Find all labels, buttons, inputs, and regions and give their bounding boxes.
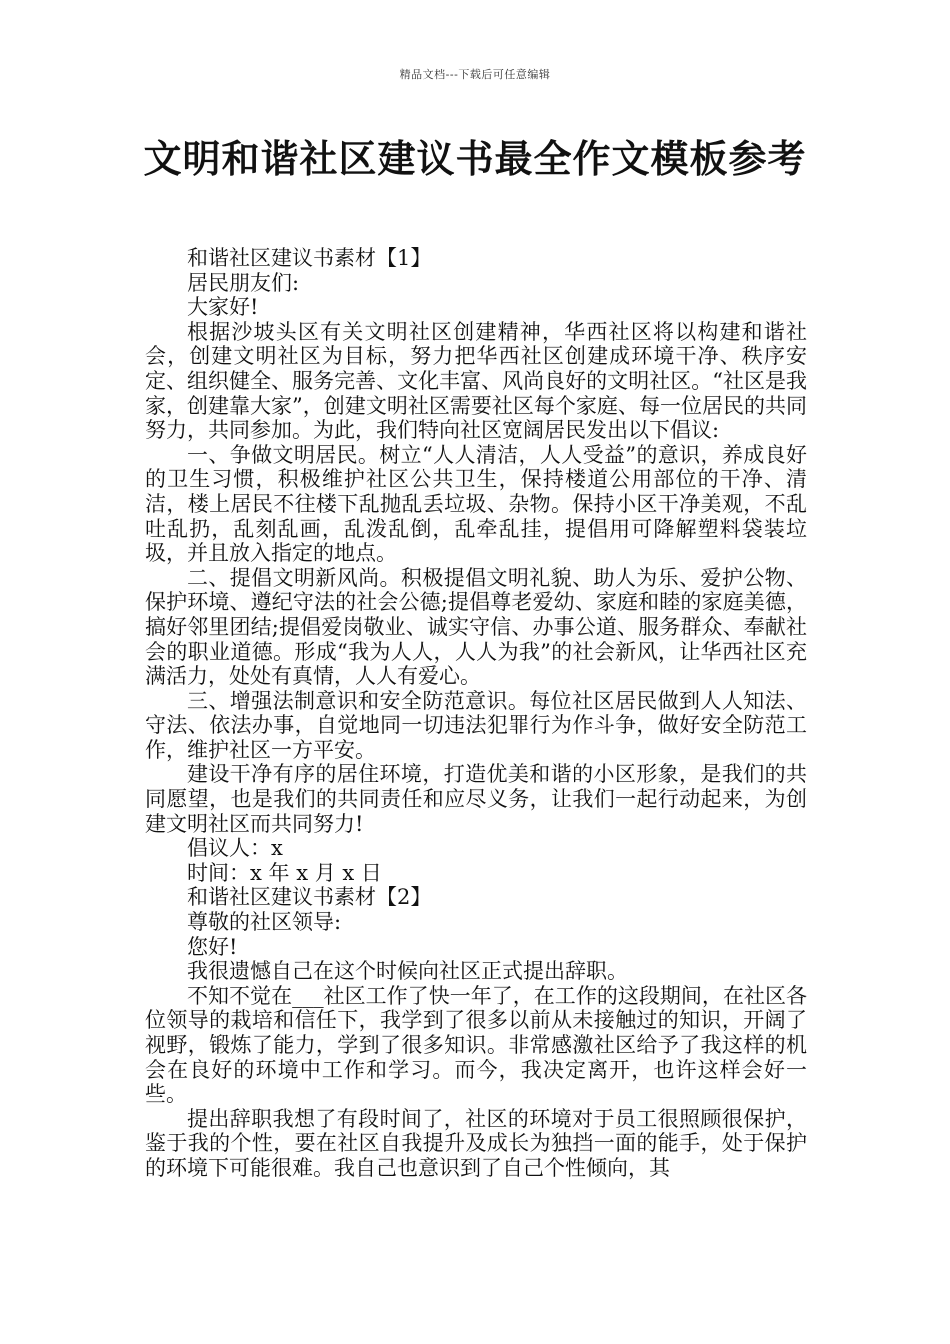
body-paragraph: 三、增强法制意识和安全防范意识。每位社区居民做到人人知法、守法、依法办事，自觉地同一切违法犯罪行为作斗争，做好安全防范工作，维护社区一方平安。 xyxy=(145,688,807,762)
body-paragraph: 提出辞职我想了有段时间了，社区的环境对于员工很照顾很保护，鉴于我的个性，要在社区自我提升及成长为独挡一面的能手，处于保护的环境下可能很难。我自己也意识到了自己个性倾向，其 xyxy=(145,1106,807,1180)
salutation: 居民朋友们: xyxy=(187,270,300,295)
signer-line: 倡议人：x xyxy=(187,836,283,861)
body-paragraph: 不知不觉在___社区工作了快一年了，在工作的这段期间，在社区各位领导的栽培和信任下，我学到了很多以前从未接触过的知识，开阔了视野，锻炼了能力，学到了很多知识。非常感激社区给予了我这样的机会在良好的环境中工作和学习。而今，我决定离开，也许这样会好一些。 xyxy=(145,983,807,1107)
salutation: 尊敬的社区领导: xyxy=(187,910,342,935)
greeting: 您好! xyxy=(187,934,238,959)
body-paragraph: 一、争做文明居民。树立“人人清洁，人人受益”的意识，养成良好的卫生习惯，积极维护社区公共卫生，保持楼道公用部位的干净、清洁，楼上居民不往楼下乱抛乱丢垃圾、杂物。保持小区干净美观，不乱吐乱扔，乱刻乱画，乱泼乱倒，乱牵乱挂，提倡用可降解塑料袋装垃圾，并且放入指定的地点。 xyxy=(145,442,807,566)
document-title: 文明和谐社区建议书最全作文模板参考 xyxy=(143,137,807,181)
body-paragraph: 建设干净有序的居住环境，打造优美和谐的小区形象，是我们的共同愿望，也是我们的共同责任和应尽义务，让我们一起行动起来，为创建文明社区而共同努力! xyxy=(145,762,807,836)
section-heading-2: 和谐社区建议书素材【2】 xyxy=(187,885,432,910)
body-paragraph: 二、提倡文明新风尚。积极提倡文明礼貌、助人为乐、爱护公物、保护环境、遵纪守法的社会公德;提倡尊老爱幼、家庭和睦的家庭美德，搞好邻里团结;提倡爱岗敬业、诚实守信、办事公道、服务群众、奉献社会的职业道德。形成“我为人人，人人为我”的社会新风，让华西社区充满活力，处处有真情，人人有爱心。 xyxy=(145,565,807,689)
date-line: 时间：x 年 x 月 x 日 xyxy=(187,860,382,885)
document-body xyxy=(145,246,807,1181)
page-header-note: 精品文档---下载后可任意编辑 xyxy=(399,68,551,81)
section-heading-1: 和谐社区建议书素材【1】 xyxy=(187,246,432,270)
greeting: 大家好! xyxy=(187,295,259,320)
body-paragraph: 根据沙坡头区有关文明社区创建精神，华西社区将以构建和谐社会，创建文明社区为目标，努力把华西社区创建成环境干净、秩序安定、组织健全、服务完善、文化丰富、风尚良好的文明社区。“社区是我家，创建靠大家”，创建文明社区需要社区每个家庭、每一位居民的共同努力，共同参加。为此，我们特向社区宽阔居民发出以下倡议: xyxy=(145,319,807,443)
body-paragraph: 我很遗憾自己在这个时候向社区正式提出辞职。 xyxy=(187,959,628,984)
